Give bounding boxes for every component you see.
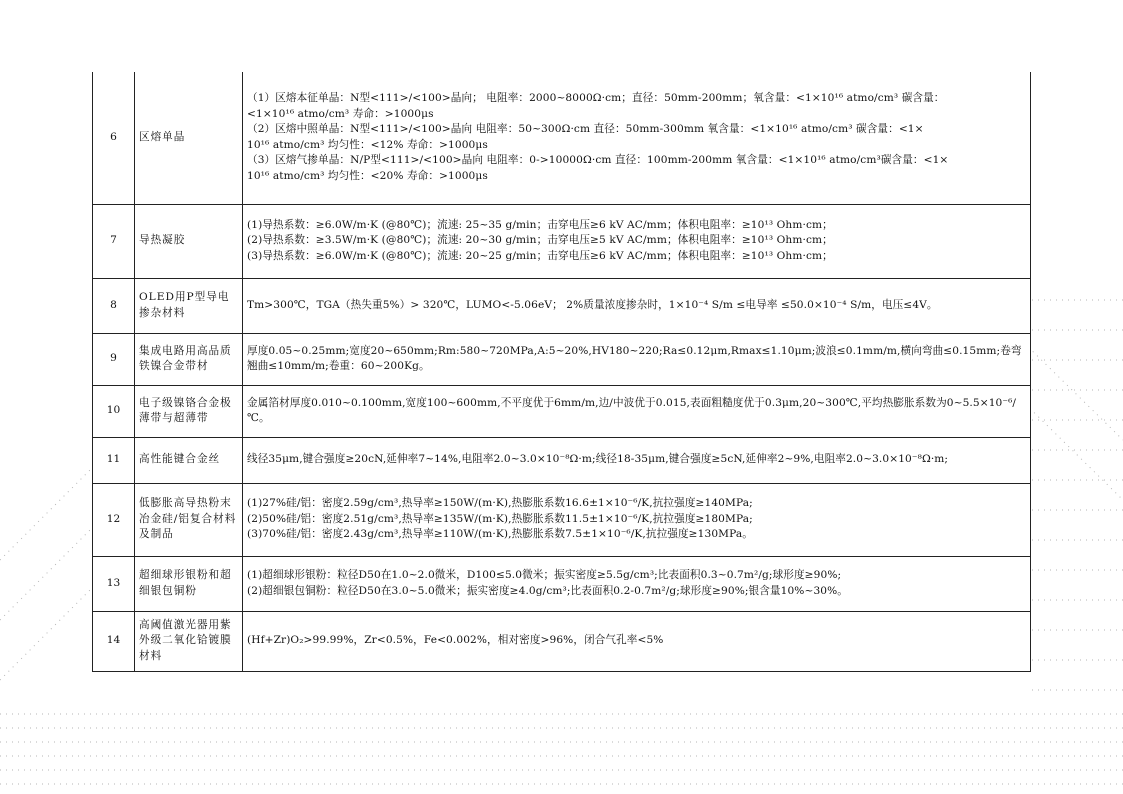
table-row	[93, 278, 1031, 333]
row-number: 8	[93, 278, 135, 333]
material-spec	[243, 556, 1031, 611]
material-name: 导热凝胶	[135, 204, 243, 278]
material-name: 电子级镍铬合金极薄带与超薄带	[135, 385, 243, 437]
spec-line: (Hf+Zr)O₂>99.99%，Zr<0.5%，Fe<0.002%，相对密度>96%，闭合气孔率<5%	[247, 634, 664, 647]
spec-line: (3)导热系数：≥6.0W/m·K (@80℃)；流速: 20~25 g/min；击穿电压≥6 kV AC/mm；体积电阻率：≥10¹³ Ohm·cm；	[247, 249, 833, 262]
spec-line: 金属箔材厚度0.010~0.100mm,宽度100~600mm,不平度优于6mm/m,边/中波优于0.015,表面粗糙度优于0.3μm,20~300℃,平均热膨胀系数为0~5.5×10⁻⁶/℃。	[247, 396, 1017, 424]
row-number: 13	[93, 556, 135, 611]
material-spec	[243, 204, 1031, 278]
material-spec	[243, 611, 1031, 671]
spec-line: 10¹⁶ atmo/cm³ 均匀性：<12% 寿命：>1000μs	[247, 138, 488, 151]
material-spec	[243, 483, 1031, 556]
row-number: 10	[93, 385, 135, 437]
spec-line: 10¹⁶ atmo/cm³ 均匀性：<20% 寿命：>1000μs	[247, 169, 488, 182]
spec-line: （3）区熔气掺单晶：N/P型<111>/<100>晶向 电阻率：0->10000Ω·cm 直径：100mm-200mm 氧含量：<1×10¹⁶ atmo/cm³碳含量：<1×	[247, 154, 949, 167]
spec-line: (1)导热系数：≥6.0W/m·K (@80℃)；流速: 25~35 g/min；击穿电压≥6 kV AC/mm；体积电阻率：≥10¹³ Ohm·cm；	[247, 218, 833, 231]
material-name: OLED用P型导电掺杂材料	[135, 278, 243, 333]
row-number: 9	[93, 333, 135, 385]
row-number: 11	[93, 437, 135, 483]
table-row	[93, 204, 1031, 278]
material-spec	[243, 385, 1031, 437]
spec-line: (1)超细球形银粉：粒径D50在1.0~2.0微米，D100≤5.0微米；振实密度≥5.5g/cm³;比表面积0.3~0.7m²/g;球形度≥90%;	[247, 569, 842, 581]
table-row	[93, 333, 1031, 385]
table-row	[93, 483, 1031, 556]
spec-line: (1)27%硅/铝：密度2.59g/cm³,热导率≥150W/(m·K),热膨胀系数16.6±1×10⁻⁶/K,抗拉强度≥140MPa;	[247, 497, 753, 510]
material-name: 区熔单晶	[135, 72, 243, 204]
spec-line: （1）区熔本征单晶：N型<111>/<100>晶向； 电阻率：2000~8000Ω·cm；直径：50mm-200mm；氧含量：<1×10¹⁶ atmo/cm³ 碳含量：	[247, 92, 945, 105]
material-spec	[243, 72, 1031, 204]
material-spec	[243, 278, 1031, 333]
row-number: 7	[93, 204, 135, 278]
spec-line: (3)70%硅/铝：密度2.43g/cm³,热导率≥110W/(m·K),热膨胀系数7.5±1×10⁻⁶/K,抗拉强度≥130MPa。	[247, 528, 753, 541]
table-row	[93, 611, 1031, 671]
spec-line: <1×10¹⁶ atmo/cm³ 寿命：>1000μs	[247, 107, 434, 120]
material-spec	[243, 437, 1031, 483]
spec-line: (2)50%硅/铝：密度2.51g/cm³,热导率≥135W/(m·K),热膨胀系数11.5±1×10⁻⁶/K,抗拉强度≥180MPa;	[247, 512, 753, 525]
spec-line: (2)超细银包铜粉：粒径D50在3.0~5.0微米；振实密度≥4.0g/cm³;比表面积0.2-0.7m²/g;球形度≥90%;银含量10%~30%。	[247, 584, 848, 597]
material-name: 低膨胀高导热粉末冶金硅/铝复合材料及制品	[135, 483, 243, 556]
spec-line: (2)导热系数：≥3.5W/m·K (@80℃)；流速: 20~30 g/min；击穿电压≥5 kV AC/mm；体积电阻率：≥10¹³ Ohm·cm；	[247, 234, 833, 247]
materials-spec-table	[92, 72, 1031, 672]
table-row	[93, 437, 1031, 483]
row-number: 14	[93, 611, 135, 671]
material-name: 超细球形银粉和超细银包铜粉	[135, 556, 243, 611]
material-name: 高阈值激光器用紫外级二氧化铪镀膜材料	[135, 611, 243, 671]
table-row	[93, 385, 1031, 437]
spec-line: （2）区熔中照单晶：N型<111>/<100>晶向 电阻率：50~300Ω·cm 直径：50mm-300mm 氧含量：<1×10¹⁶ atmo/cm³ 碳含量：<1×	[247, 123, 924, 136]
table-row	[93, 556, 1031, 611]
material-spec	[243, 333, 1031, 385]
spec-line: 线径35μm,键合强度≥20cN,延伸率7~14%,电阻率2.0~3.0×10⁻⁸Ω·m;线径18-35μm,键合强度≥5cN,延伸率2~9%,电阻率2.0~3.0×10⁻⁸Ω·m;	[247, 453, 949, 466]
table-row	[93, 72, 1031, 204]
spec-line: Tm>300℃，TGA（热失重5%）> 320℃，LUMO<-5.06eV； 2%质量浓度掺杂时，1×10⁻⁴ S/m ≤电导率 ≤50.0×10⁻⁴ S/m，电压≤4V。	[247, 298, 938, 311]
material-name: 高性能键合金丝	[135, 437, 243, 483]
material-name: 集成电路用高品质铁镍合金带材	[135, 333, 243, 385]
row-number: 6	[93, 72, 135, 204]
row-number: 12	[93, 483, 135, 556]
spec-line: 厚度0.05~0.25mm;宽度20~650mm;Rm:580~720MPa,A:5~20%,HV180~220;Ra≤0.12μm,Rmax≤1.10μm;波浪≤0.1mm/m,横向弯曲≤0.15mm;卷弯翘曲≤10mm/m;卷重：60~200Kg。	[247, 344, 1022, 372]
